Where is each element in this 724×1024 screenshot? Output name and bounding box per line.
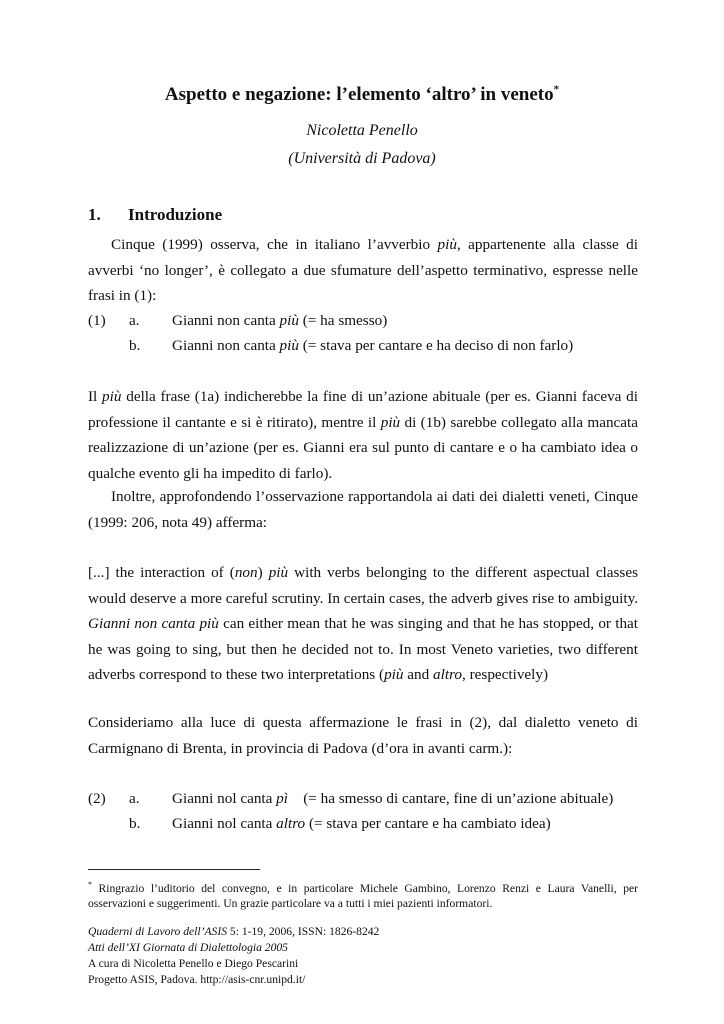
text-run: , appartenente alla classe di avverbi ‘no longer’, è collegato a due sfumature dell’aspetto terminativo, espresse nelle frasi in (1): xyxy=(88,236,638,304)
italic-run: più xyxy=(380,413,401,431)
author-affiliation: (Università di Padova) xyxy=(288,150,436,167)
text-run: with verbs belonging to the different aspectual classes would deserve a more careful scrutiny. In certain cases, the adverb gives rise to ambiguity. xyxy=(88,564,638,607)
text-run: , respectively) xyxy=(462,666,549,683)
footnote xyxy=(88,877,638,911)
example-number: (1) xyxy=(88,312,106,329)
source-info xyxy=(88,924,379,988)
italic-run: più xyxy=(384,666,404,683)
italic-run: più xyxy=(279,337,299,354)
paragraph-inoltre: Inoltre, approfondendo l’osservazione rapportandola ai dati dei dialetti veneti, Cinque (1999: 206, nota 49) afferma: xyxy=(88,488,638,531)
section-number: 1. xyxy=(88,205,101,224)
example-letter: b. xyxy=(129,815,141,832)
footnote-text: Ringrazio l’uditorio del convegno, e in particolare Michele Gambino, Lorenzo Renzi e Laura Vanelli, per osservazioni e suggerimenti. Un grazie particolare va a tutti i miei pazienti informatori. xyxy=(88,881,638,910)
paragraph-consideriamo: Consideriamo alla luce di questa affermazione le frasi in (2), dal dialetto veneto di Carmignano di Brenta, in provincia di Padova (d’ora in avanti carm.): xyxy=(88,714,638,757)
text-run: Gianni nol canta xyxy=(172,790,277,807)
italic-run: Gianni non canta più xyxy=(88,615,219,632)
italic-run: più xyxy=(268,564,289,581)
text-run: ) xyxy=(257,564,269,581)
example-letter: a. xyxy=(129,790,140,807)
example-number: (2) xyxy=(88,790,106,807)
source-line-4[interactable]: Progetto ASIS, Padova. http://asis-cnr.unipd.it/ xyxy=(88,973,306,986)
example-letter: b. xyxy=(129,337,141,354)
paper-title xyxy=(0,84,724,106)
paragraph-intro xyxy=(88,232,638,309)
text-run: (= stava per cantare e ha cambiato idea) xyxy=(305,815,551,832)
text-run: and xyxy=(403,666,434,683)
journal-details: 5: 1-19, 2006, ISSN: 1826-8242 xyxy=(227,925,380,938)
example-2b xyxy=(88,811,551,837)
text-run: Il xyxy=(88,388,103,405)
text-run: [...] the interaction of ( xyxy=(88,564,235,581)
text-run: di (1b) sarebbe collegato alla mancata realizzazione di un’azione (per es. Gianni era sul punto di cantare e o ha cambiato idea o qualche evento gli ha impedito di farlo). xyxy=(88,413,638,482)
paragraph-analysis xyxy=(88,384,638,486)
source-line-3: A cura di Nicoletta Penello e Diego Pescarini xyxy=(88,957,299,970)
italic-run: più xyxy=(102,388,122,405)
source-line-2 xyxy=(88,940,379,956)
example-2a xyxy=(88,786,613,812)
text-run: Gianni non canta xyxy=(172,337,280,354)
text-run: della frase (1a) indicherebbe la fine di un’azione abituale (per es. Gianni faceva di professione il cantante e si è ritirato), mentre il xyxy=(88,388,638,431)
source-line-1 xyxy=(88,924,379,940)
italic-run: non xyxy=(234,564,258,581)
text-run: can either mean that he was singing and that he has stopped, or that he was going to sing, but then he decided not to. In most Veneto varieties, two different adverbs correspond to these two interpretations ( xyxy=(88,615,638,683)
text-run: (= ha smesso) xyxy=(298,312,388,329)
text-run: Cinque (1999) osserva, che in italiano l’avverbio xyxy=(111,236,438,253)
text-run: (= ha smesso di cantare, fine di un’azione abituale) xyxy=(288,790,614,807)
example-1b xyxy=(88,333,573,359)
footnote-separator xyxy=(88,869,260,870)
text-run: Gianni nol canta xyxy=(172,815,277,832)
italic-run: altro xyxy=(276,815,306,832)
example-1a xyxy=(88,308,387,334)
title-footnote-mark[interactable]: * xyxy=(553,83,560,96)
italic-run: altro xyxy=(433,666,463,683)
example-letter: a. xyxy=(129,312,140,329)
author-name: Nicoletta Penello xyxy=(306,122,418,139)
italic-run: pì xyxy=(276,790,288,807)
italic-run: più xyxy=(279,312,299,329)
italic-run: più xyxy=(437,236,457,253)
proceedings-title: Atti dell’XI Giornata di Dialettologia 2005 xyxy=(88,941,288,954)
block-quote xyxy=(88,560,638,688)
section-title: Introduzione xyxy=(128,205,223,224)
text-run: (= stava per cantare e ha deciso di non farlo) xyxy=(298,337,574,354)
section-heading xyxy=(88,205,222,225)
text-run: Gianni non canta xyxy=(172,312,280,329)
journal-name: Quaderni di Lavoro dell’ASIS xyxy=(88,925,228,938)
title-text: Aspetto e negazione: l’elemento ‘altro’ in veneto xyxy=(164,84,554,105)
footnote-mark: * xyxy=(88,880,92,889)
